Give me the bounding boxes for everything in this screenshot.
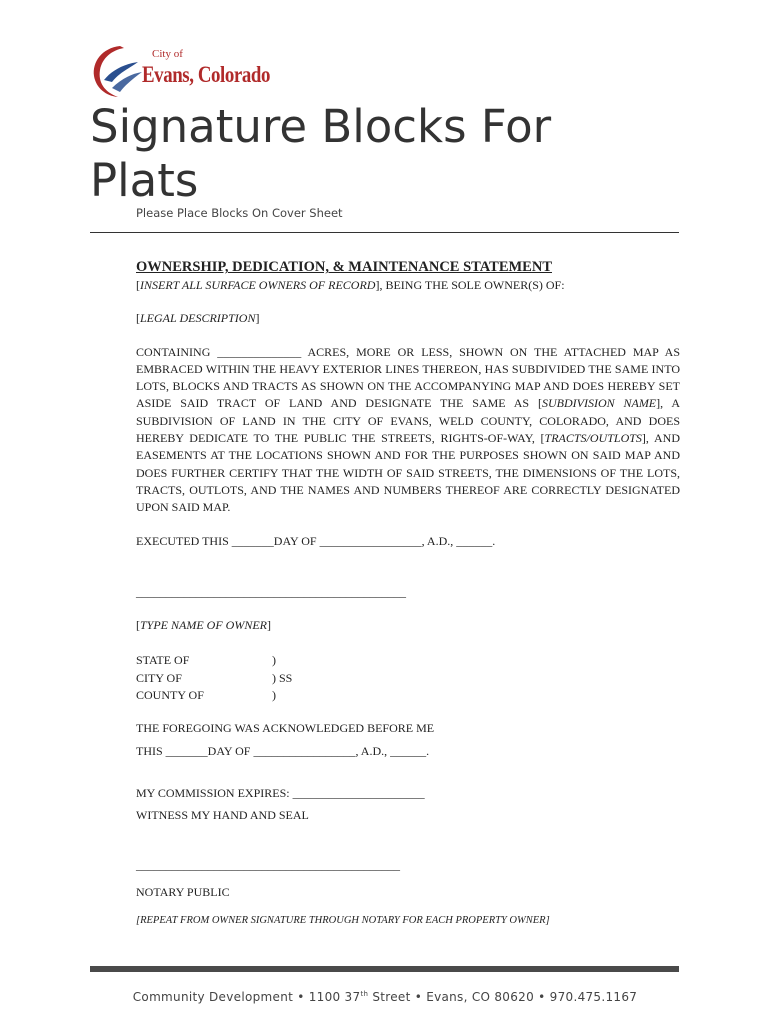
commission-line: MY COMMISSION EXPIRES: ______________________ xyxy=(136,785,425,800)
page-title: Signature Blocks For Plats xyxy=(90,100,552,207)
footer-divider xyxy=(90,966,679,972)
tracts-placeholder: TRACTS/OUTLOTS xyxy=(544,431,642,446)
statement-heading: OWNERSHIP, DEDICATION, & MAINTENANCE STATEMENT xyxy=(136,259,552,275)
footer-part2: Street • Evans, CO 80620 • 970.475.1167 xyxy=(368,990,638,1004)
swoosh-logo-icon xyxy=(90,42,150,100)
venue-label: STATE OF xyxy=(136,653,190,668)
witness-line: WITNESS MY HAND AND SEAL xyxy=(136,808,309,823)
venue-row xyxy=(136,687,680,704)
para-start: CONTAINING ______________ ACRES, MORE OR LESS, SHOWN ON THE ATTACHED MAP AS EMBRACED WITHIN THE HEAVY EXTERIOR LINES THEREON, HAS SUBDIVIDED THE SAME INTO LOTS, BLOCKS AND TRACTS AS SHOWN ON THE ACCOMPANYING MAP AND DOES HEREBY SET ASIDE SAID TRACT OF LAND AND DESIGNATE THE SAME AS [ xyxy=(136,344,680,411)
owner-signature-line: _____________________________________________ xyxy=(136,584,406,599)
type-name-placeholder: TYPE NAME OF OWNER xyxy=(140,618,267,633)
executed-line: EXECUTED THIS _______DAY OF _________________, A.D., ______. xyxy=(136,533,496,548)
footer-superscript: th xyxy=(360,990,369,998)
owners-placeholder: INSERT ALL SURFACE OWNERS OF RECORD xyxy=(140,278,376,292)
para-end: ], AND EASEMENTS AT THE LOCATIONS SHOWN AND FOR THE PURPOSES SHOWN ON SAID MAP AND DOES FURTHER CERTIFY THAT THE WIDTH OF SAID STREETS, THE DIMENSIONS OF THE LOTS, TRACTS, OUTLOTS, AND THE NAMES AND NUMBERS THEREOF ARE CORRECTLY DESIGNATED UPON SAID MAP. xyxy=(136,431,680,515)
dedication-paragraph xyxy=(136,344,680,517)
para-mid: ], A SUBDIVISION OF LAND IN THE CITY OF EVANS, WELD COUNTY, COLORADO, AND DOES HEREBY DEDICATE TO THE PUBLIC THE STREETS, RIGHTS-OF-WAY, [ xyxy=(136,396,681,446)
venue-row xyxy=(136,652,680,669)
owners-line: [INSERT ALL SURFACE OWNERS OF RECORD], BEING THE SOLE OWNER(S) OF: xyxy=(136,278,565,292)
subdivision-placeholder: SUBDIVISION NAME xyxy=(541,396,657,411)
statement-body xyxy=(136,258,680,929)
venue-block xyxy=(136,652,680,704)
venue-label: COUNTY OF xyxy=(136,688,204,703)
title-divider xyxy=(90,232,679,233)
this-day-line: THIS _______DAY OF _________________, A.D., ______. xyxy=(136,743,430,758)
legal-description-line: [LEGAL DESCRIPTION] xyxy=(136,311,260,326)
venue-mark: ) SS xyxy=(272,670,293,685)
venue-mark: ) xyxy=(272,688,276,703)
page-subtitle: Please Place Blocks On Cover Sheet xyxy=(136,206,343,220)
city-logo xyxy=(90,42,270,100)
venue-label: CITY OF xyxy=(136,670,182,685)
logo-city-name: Evans, Colorado xyxy=(142,62,270,87)
notary-signature-line: ____________________________________________ xyxy=(136,857,400,872)
repeat-note: [REPEAT FROM OWNER SIGNATURE THROUGH NOTARY FOR EACH PROPERTY OWNER] xyxy=(136,915,550,927)
acknowledged-line: THE FOREGOING WAS ACKNOWLEDGED BEFORE ME xyxy=(136,721,435,736)
venue-mark: ) xyxy=(272,653,276,668)
legal-placeholder: LEGAL DESCRIPTION xyxy=(140,311,256,326)
footer-part1: Community Development • 1100 37 xyxy=(132,990,361,1004)
venue-row xyxy=(136,670,680,687)
footer-address xyxy=(0,990,770,1004)
logo-city-of: City of xyxy=(152,48,183,60)
notary-label: NOTARY PUBLIC xyxy=(136,884,230,899)
owners-tail: ], BEING THE SOLE OWNER(S) OF: xyxy=(375,278,565,292)
type-name-line: [TYPE NAME OF OWNER] xyxy=(136,618,271,633)
